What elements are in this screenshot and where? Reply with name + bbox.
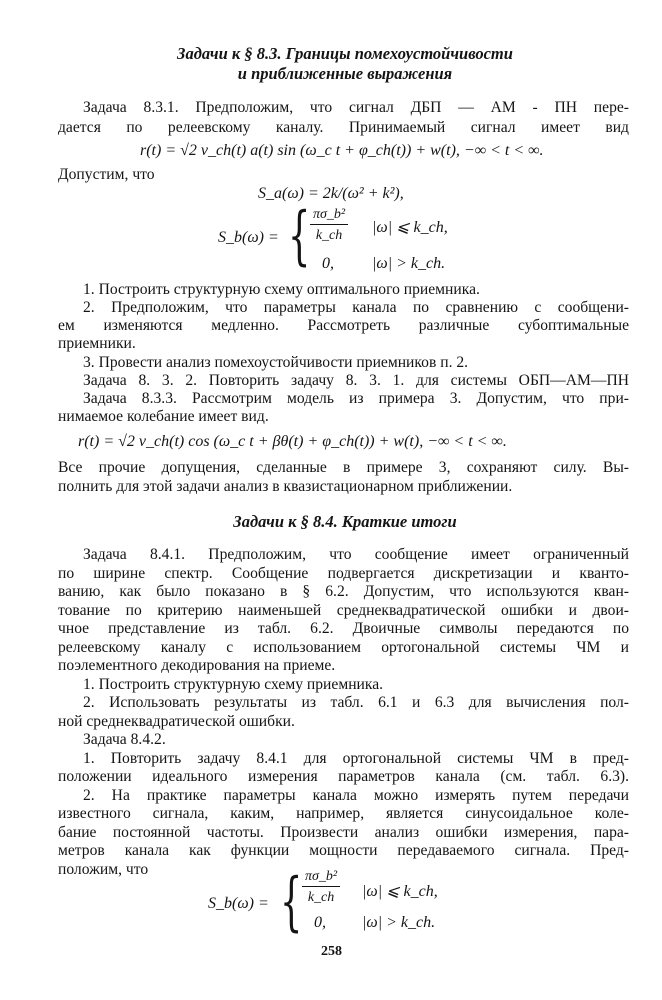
after-eq4-line1: Все прочие допущения, сделанные в примере 3, сохраняют силу. Вы-: [58, 459, 629, 476]
equation-sa-spectrum: S_a(ω) = 2k/(ω² + k²),: [258, 185, 404, 202]
equation-received-signal-2: r(t) = √2 v_ch(t) cos (ω_c t + βθ(t) + φ_ch(t)) + w(t), −∞ < t < ∞.: [78, 433, 507, 450]
eq3-denominator: k_ch: [315, 228, 343, 243]
problem-8-4-1-item2-line1: 2. Использовать результаты из табл. 6.1 и 6.3 для вычисления пол-: [83, 694, 629, 711]
eq3-numerator: πσ_b²: [310, 206, 348, 225]
problem-8-3-1-line2: дается по релеевскому каналу. Принимаемый сигнал имеет вид: [58, 119, 629, 136]
eq3-zero: 0,: [322, 255, 334, 272]
problem-8-4-2-item2-line4: метров канала как функции мощности передаваемого сигнала. Пред-: [58, 842, 629, 859]
problem-8-4-2-item2-line3: бание постоянной частоты. Произвести анализ ошибки измерения, пара-: [58, 824, 629, 841]
section-heading-8-3-line1: Задачи к § 8.3. Границы помехоустойчивости: [177, 44, 513, 63]
eq5-denominator: k_ch: [307, 890, 335, 905]
problem-8-4-2-item2-line1: 2. На практике параметры канала можно измерять путем передачи: [83, 787, 629, 804]
equation-received-signal-1: r(t) = √2 v_ch(t) a(t) sin (ω_c t + φ_ch(t)) + w(t), −∞ < t < ∞.: [140, 142, 544, 159]
list-item-1-build-scheme: 1. Построить структурную схему оптимального приемника.: [83, 281, 480, 298]
eq5-fraction: [302, 868, 340, 906]
assume-text: Допустим, что: [58, 166, 155, 183]
problem-8-4-2-item2-line2: известного сигнала, каким, например, является синусоидальное коле-: [58, 805, 629, 822]
problem-8-4-1-line2: по ширине спектр. Сообщение подвергается дискретизации и кванто-: [58, 565, 629, 582]
problem-8-3-3-line1: Задача 8.3.3. Рассмотрим модель из примера 3. Допустим, что при-: [83, 390, 629, 407]
eq5-cond2: |ω| > k_ch.: [362, 914, 436, 931]
left-brace: {: [288, 199, 311, 273]
problem-8-4-1-item2-line2: ной среднеквадратической ошибки.: [58, 713, 295, 730]
eq5-lhs: S_b(ω) =: [208, 895, 269, 912]
problem-8-3-2: Задача 8. 3. 2. Повторить задачу 8. 3. 1. для системы ОБП—АМ—ПН: [83, 372, 629, 389]
problem-8-3-3-line2: нимаемое колебание имеет вид.: [58, 408, 269, 425]
eq5-zero: 0,: [314, 914, 326, 931]
left-brace: {: [280, 865, 303, 939]
list-item-2-line1: 2. Предположим, что параметры канала по сравнению с сообщени-: [83, 299, 629, 316]
eq3-cond2: |ω| > k_ch.: [372, 255, 446, 272]
list-item-2-line2: ем изменяются медленно. Рассмотреть различные субоптимальные: [58, 317, 629, 334]
problem-8-4-1-item1: 1. Построить структурную схему приемника.: [83, 676, 384, 693]
problem-8-4-2-title: Задача 8.4.2.: [83, 731, 166, 748]
eq5-numerator: πσ_b²: [302, 868, 340, 887]
problem-8-4-2-item2-line5: положим, что: [58, 861, 149, 878]
after-eq4-line2: полнить для этой задачи анализ в квазистационарном приближении.: [58, 478, 513, 495]
list-item-2-line3: приемники.: [58, 335, 136, 352]
problem-8-4-1-line3: ванию, как было показано в § 6.2. Допустим, что используются кван-: [58, 583, 629, 600]
eq3-cond1: |ω| ⩽ k_ch,: [372, 219, 448, 236]
page-number: 258: [321, 944, 342, 959]
problem-8-4-2-item1-line1: 1. Повторить задачу 8.4.1 для ортогональной системы ЧМ в пред-: [83, 750, 629, 767]
problem-8-4-1-line5: чное представление из табл. 6.2. Двоичные символы передаются по: [58, 620, 629, 637]
eq3-lhs: S_b(ω) =: [218, 229, 279, 246]
section-heading-8-4: Задачи к § 8.4. Краткие итоги: [233, 512, 457, 531]
eq3-fraction: [310, 206, 348, 244]
problem-8-3-1-line1: Задача 8.3.1. Предположим, что сигнал ДБП — АМ - ПН пере-: [83, 99, 629, 116]
problem-8-4-1-line4: тование по критерию наименьшей среднеквадратической ошибки и двои-: [58, 602, 629, 619]
list-item-3: 3. Провести анализ помехоустойчивости приемников п. 2.: [83, 354, 469, 371]
section-heading-8-3-line2: и приближенные выражения: [237, 64, 453, 83]
problem-8-4-1-line1: Задача 8.4.1. Предположим, что сообщение имеет ограниченный: [83, 546, 629, 563]
problem-8-4-1-line6: релеевскому каналу с использованием ортогональной системы ЧМ и: [58, 639, 629, 656]
problem-8-4-1-line7: поэлементного декодирования на приеме.: [58, 657, 336, 674]
eq5-cond1: |ω| ⩽ k_ch,: [362, 883, 438, 900]
problem-8-4-2-item1-line2: положении идеального измерения параметров канала (см. табл. 6.3).: [58, 768, 629, 785]
